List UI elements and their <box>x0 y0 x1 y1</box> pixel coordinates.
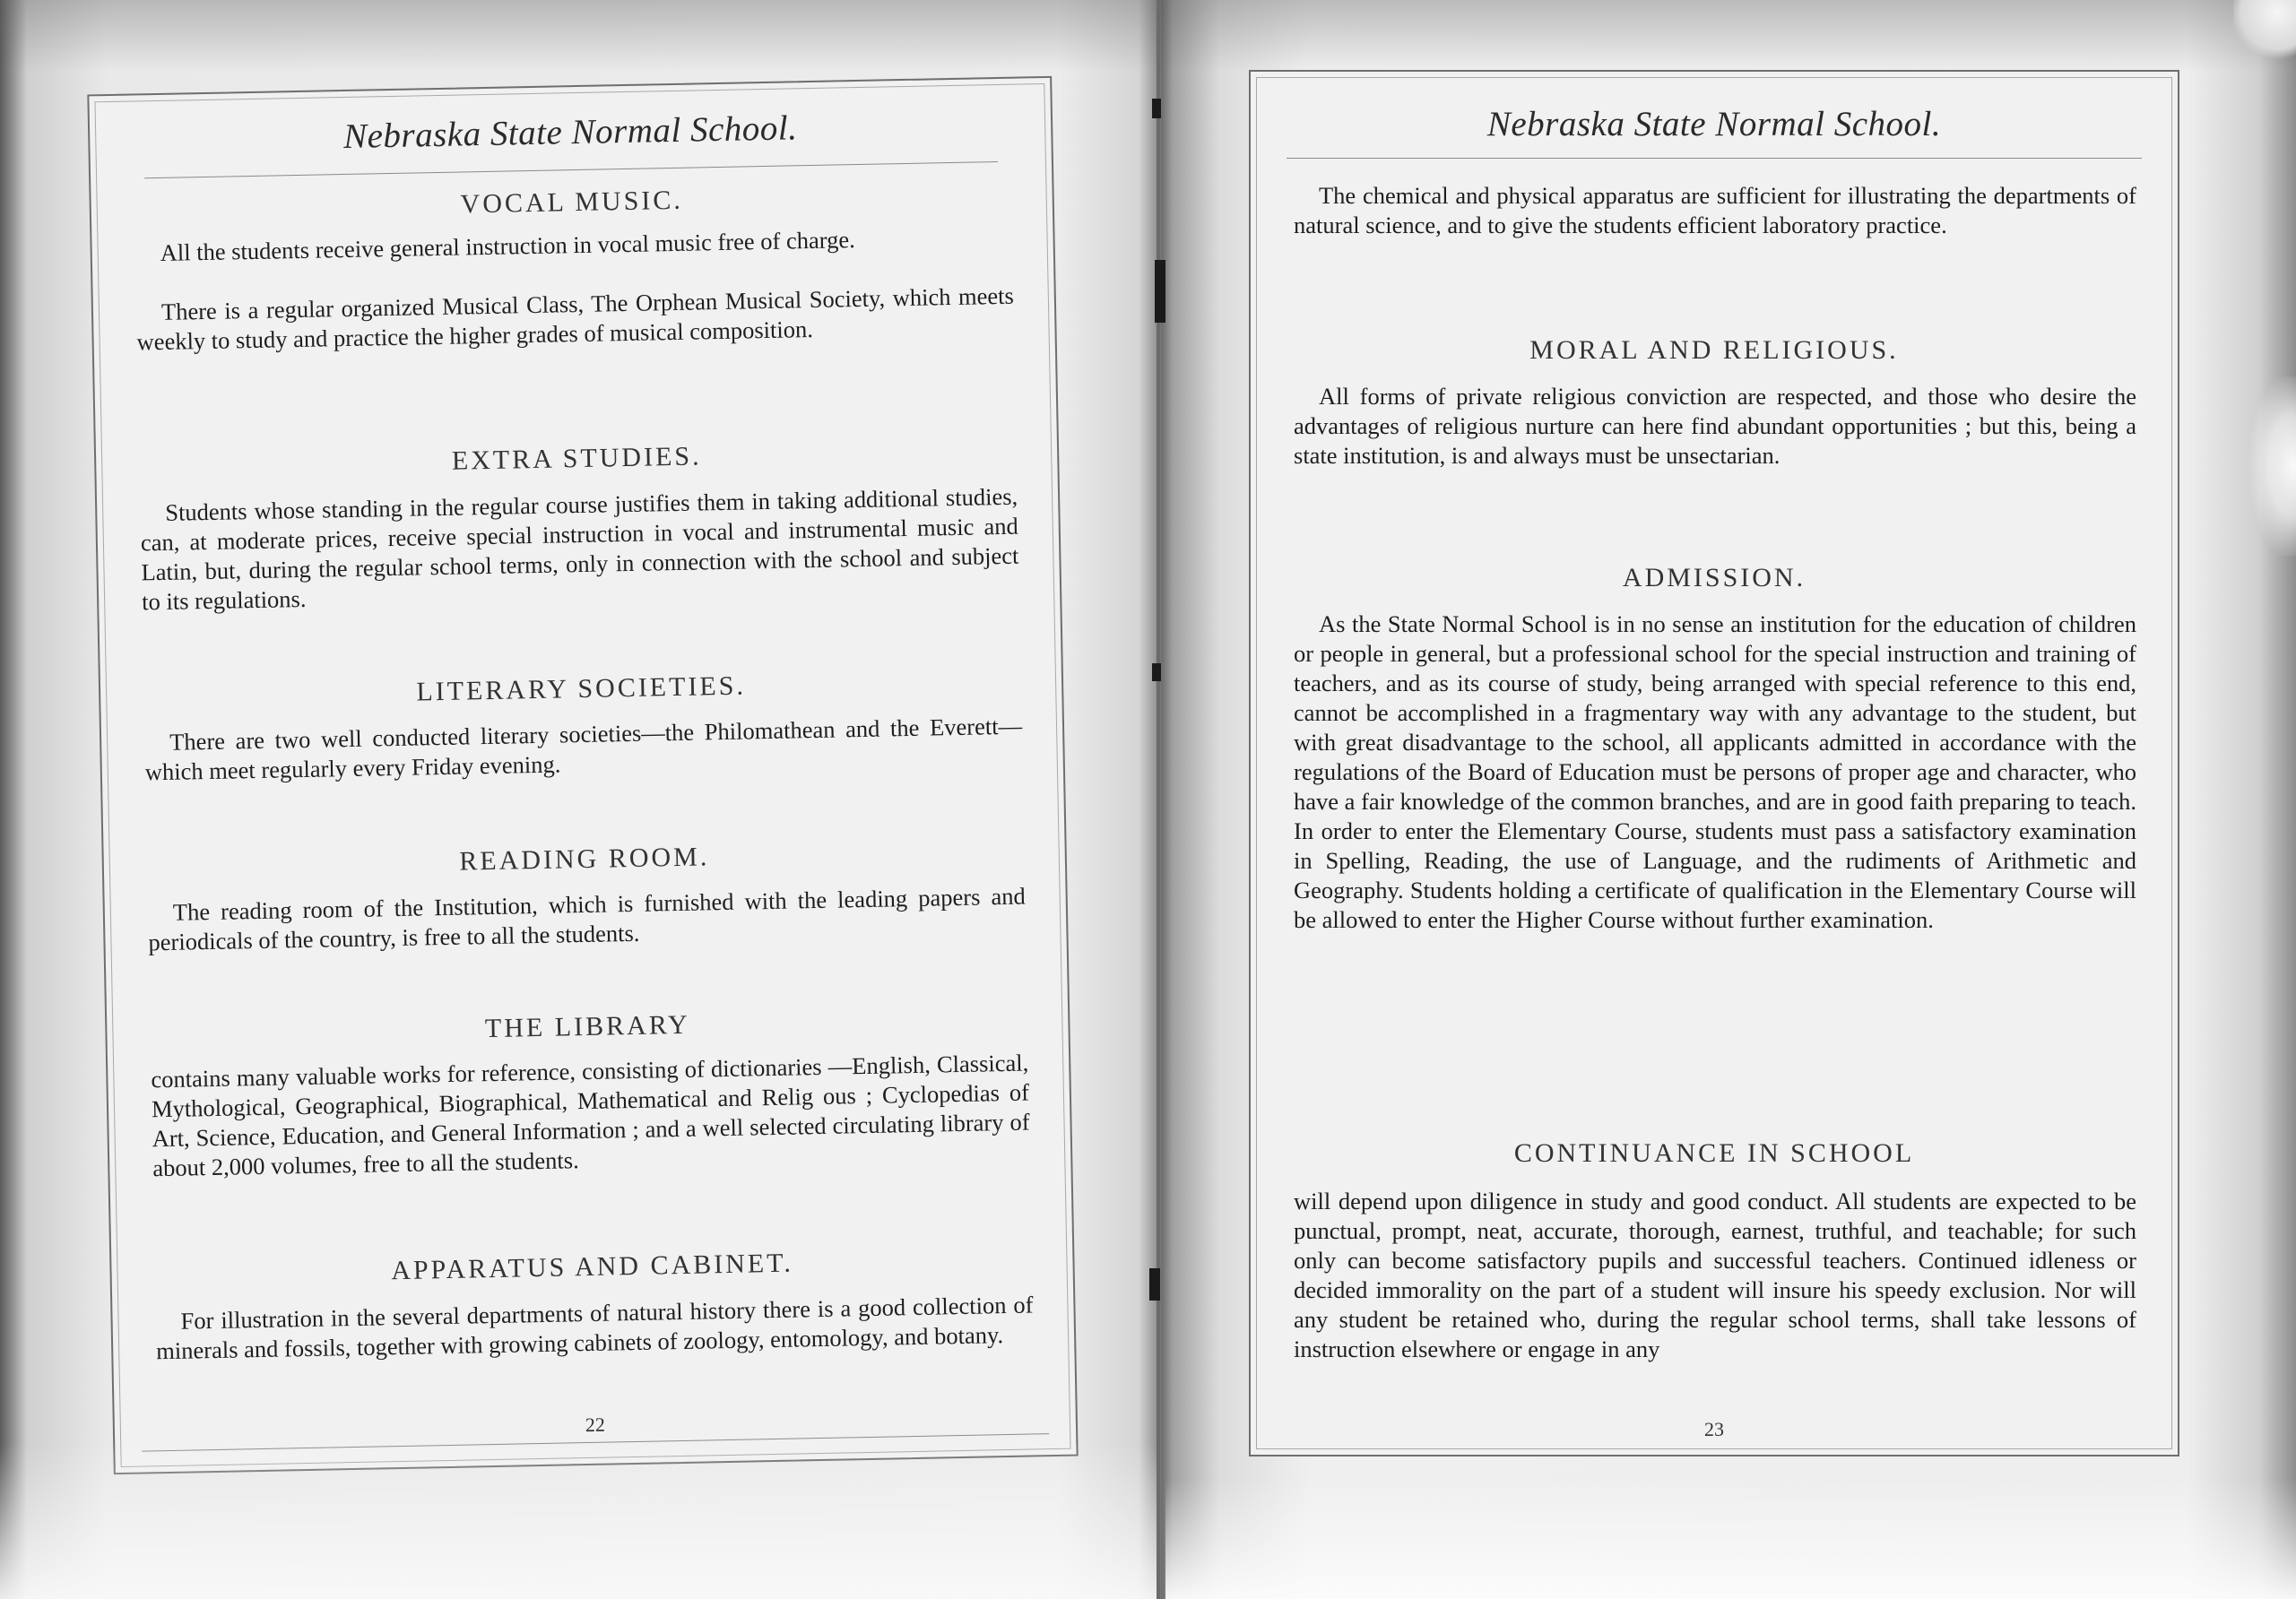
paragraph: There are two well conducted literary societies—the Philomathean and the Everett—which meet regularly every Friday evening. <box>144 712 1023 786</box>
page-corner-tear <box>2233 0 2296 63</box>
paragraph: contains many valuable works for reference, consisting of dictionaries —English, Classical, Mythological, Geographical, Biographical, Mathematical and Relig ous ; Cyclopedias of Art, Science, Education, and General Information ; and a well selected circulating library of about 2,000 volumes, free to all the students. <box>151 1049 1030 1182</box>
section-title-admission: ADMISSION. <box>1622 563 1806 592</box>
section-title-literary-societies: LITERARY SOCIETIES. <box>416 670 747 707</box>
left-page <box>87 76 1078 1474</box>
scan-top-shadow <box>0 0 2296 72</box>
section-title-vocal-music: VOCAL MUSIC. <box>460 185 684 220</box>
binding-mark <box>1157 0 1160 1599</box>
binding-mark <box>1155 260 1165 323</box>
scan-bottom-fade <box>0 1443 1157 1599</box>
binding-mark <box>1152 99 1161 118</box>
paragraph: As the State Normal School is in no sense an institution for the education of children or people in general, but a professional school for the special instruction and training of teachers, and as its course of study, being arranged with special reference to this end, cannot be accomplished in a fragmentary way with any advantage to the student, but with great disadvantage to the school, all applicants admitted in accordance with the regulations of the Board of Education must be persons of proper age and character, who have a fair knowledge of the common branches, and are in good faith preparing to teach. In order to enter the Elementary Course, students must pass a satisfactory examination in Spelling, Reading, the use of Language, and the rudiments of Arithmetic and Geography. Students holding a certificate of qualification in the Elementary Course will be allowed to enter the Higher Course without further examination. <box>1294 610 2136 933</box>
paragraph: The chemical and physical apparatus are sufficient for illustrating the departments of natural science, and to give the students efficient laboratory practice. <box>1294 182 2136 238</box>
running-header: Nebraska State Normal School. <box>342 108 798 156</box>
binding-mark <box>1149 1268 1160 1301</box>
right-page <box>1249 70 2179 1456</box>
scan-bottom-fade <box>1165 1479 2296 1599</box>
section-title-apparatus-and-cabinet: APPARATUS AND CABINET. <box>390 1248 794 1286</box>
page-edge-highlight <box>2250 376 2296 556</box>
paragraph: The reading room of the Institution, which is furnished with the leading papers and periodicals of the country, is free to all the students. <box>148 882 1026 956</box>
paragraph: All forms of private religious conviction are respected, and those who desire the advantages of religious nurture can here find abundant opportunities ; but this, being a state institution, is and always must be unsectarian. <box>1294 383 2136 469</box>
running-header: Nebraska State Normal School. <box>1486 105 1942 143</box>
page-number: 22 <box>585 1413 606 1437</box>
paragraph: will depend upon diligence in study and good conduct. All students are expected to be punctual, prompt, neat, accurate, thorough, earnest, truthful, and teachable; for such only can become satisfactory pupils and successful teachers. Continued idleness or decided immorality on the part of a student will insure his speedy exclusion. Nor will any student be retained who, during the regular school terms, shall take lessons of instruction elsewhere or engage in any <box>1294 1188 2136 1362</box>
section-title-reading-room: READING ROOM. <box>459 842 710 877</box>
paragraph: There is a regular organized Musical Class, The Orphean Musical Society, which meets weekly to study and practice the higher grades of musical composition. <box>136 281 1015 356</box>
header-rule <box>144 161 998 178</box>
header-rule <box>1287 158 2142 159</box>
binding-mark <box>1152 663 1161 681</box>
page-number: 23 <box>1704 1418 1724 1440</box>
section-title-moral-and-religious: MORAL AND RELIGIOUS. <box>1529 335 1899 365</box>
section-title-extra-studies: EXTRA STUDIES. <box>451 441 702 476</box>
section-title-the-library: THE LIBRARY <box>484 1009 691 1044</box>
paragraph: For illustration in the several departments of natural history there is a good collection of minerals and fossils, together with growing cabinets of zoology, entomology, and botany. <box>155 1291 1034 1365</box>
paragraph: All the students receive general instruction in vocal music free of charge. <box>160 226 855 266</box>
paragraph: Students whose standing in the regular course justifies them in taking additional studies, can, at moderate prices, receive special instruction in vocal and instrumental music and Latin, but, during the regular school terms, only in connection with the school and subject to its regulations. <box>140 482 1019 616</box>
section-title-continuance-in-school: CONTINUANCE IN SCHOOL <box>1513 1138 1915 1168</box>
